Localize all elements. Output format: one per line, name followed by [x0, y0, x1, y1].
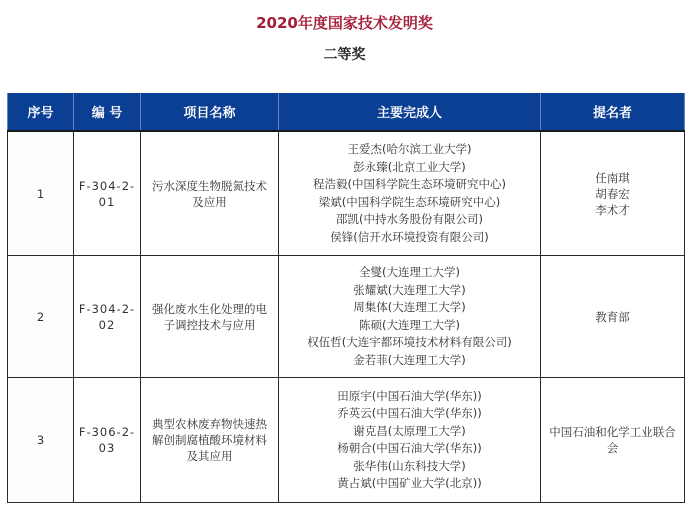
contributor: 杨朝合(中国石油大学(华东)) [337, 441, 482, 455]
name-line: 解创制腐植酸环境材料 [152, 433, 267, 447]
nominator-line: 胡春宏 [595, 186, 630, 201]
cell-code [74, 131, 141, 256]
nominator-line: 李术才 [595, 202, 630, 217]
name-line: 及应用 [192, 194, 227, 209]
contributor: 王爱杰(哈尔滨工业大学) [347, 142, 472, 156]
cell-contributors [279, 378, 541, 503]
contributor: 周集体(大连理工大学) [353, 300, 466, 314]
table-row [8, 256, 685, 378]
award-level-subtitle: 二等奖 [323, 47, 366, 63]
cell-seq: 1 [8, 131, 74, 256]
contributor: 张耀斌(大连理工大学) [353, 282, 466, 297]
code-line: F-306-2- [78, 425, 136, 439]
nominator-line: 中国石油和化学工业联合 [549, 425, 676, 439]
cell-nominator [541, 131, 685, 256]
header-main-contributors: 主要完成人 [279, 93, 541, 131]
contributor: 全燮(大连理工大学) [359, 265, 460, 279]
code-line: F-304-2- [78, 178, 136, 193]
cell-seq: 2 [8, 256, 74, 378]
code-line: 02 [98, 317, 116, 332]
header-seq: 序号 [8, 93, 74, 131]
contributor: 彭永臻(北京工业大学) [353, 159, 466, 174]
table-row [8, 131, 685, 256]
contributor: 程浩毅(中国科学院生态环境研究中心) [313, 177, 506, 191]
cell-project-name [141, 256, 279, 378]
table-row [8, 378, 685, 503]
cell-contributors [279, 256, 541, 378]
name-line: 典型农林废弃物快速热 [152, 417, 267, 431]
contributor: 黄占斌(中国矿业大学(北京)) [337, 476, 482, 490]
nominator-line: 任南琪 [595, 170, 630, 185]
contributor: 金若菲(大连理工大学) [353, 352, 466, 367]
code-line: 03 [98, 441, 116, 455]
contributor: 邵凯(中持水务股份有限公司) [336, 212, 483, 226]
header-code: 编 号 [74, 93, 141, 131]
contributor: 乔英云(中国石油大学(华东)) [337, 406, 482, 420]
cell-contributors [279, 131, 541, 256]
contributor: 侯锋(信开水环境投资有限公司) [330, 229, 489, 244]
name-line: 污水深度生物脱氮技术 [152, 178, 267, 193]
cell-project-name [141, 131, 279, 256]
table-header-row [8, 93, 685, 131]
name-line: 强化废水生化处理的电 [152, 301, 267, 316]
award-table [7, 93, 685, 503]
code-line: F-304-2- [78, 301, 136, 316]
name-line: 子调控技术与应用 [163, 317, 256, 332]
cell-nominator [541, 256, 685, 378]
header-nominator: 提名者 [541, 93, 685, 131]
nominator-line: 教育部 [595, 309, 630, 324]
code-line: 01 [98, 194, 116, 209]
name-line: 及其应用 [186, 449, 233, 463]
contributor: 陈硕(大连理工大学) [359, 317, 460, 332]
contributor: 梁斌(中国科学院生态环境研究中心) [318, 194, 501, 209]
cell-project-name [141, 378, 279, 503]
cell-nominator [541, 378, 685, 503]
nominator-line: 会 [606, 441, 619, 455]
cell-code [74, 256, 141, 378]
header-project-name: 项目名称 [141, 93, 279, 131]
contributor: 田原宇(中国石油大学(华东)) [337, 388, 482, 403]
cell-seq: 3 [8, 378, 74, 503]
cell-code [74, 378, 141, 503]
page-title: 2020年度国家技术发明奖 [256, 14, 433, 32]
contributor: 谢克昌(太原理工大学) [353, 423, 466, 438]
contributor: 权伍哲(大连宇都环境技术材料有限公司) [307, 335, 512, 349]
contributor: 张华伟(山东科技大学) [353, 458, 466, 473]
